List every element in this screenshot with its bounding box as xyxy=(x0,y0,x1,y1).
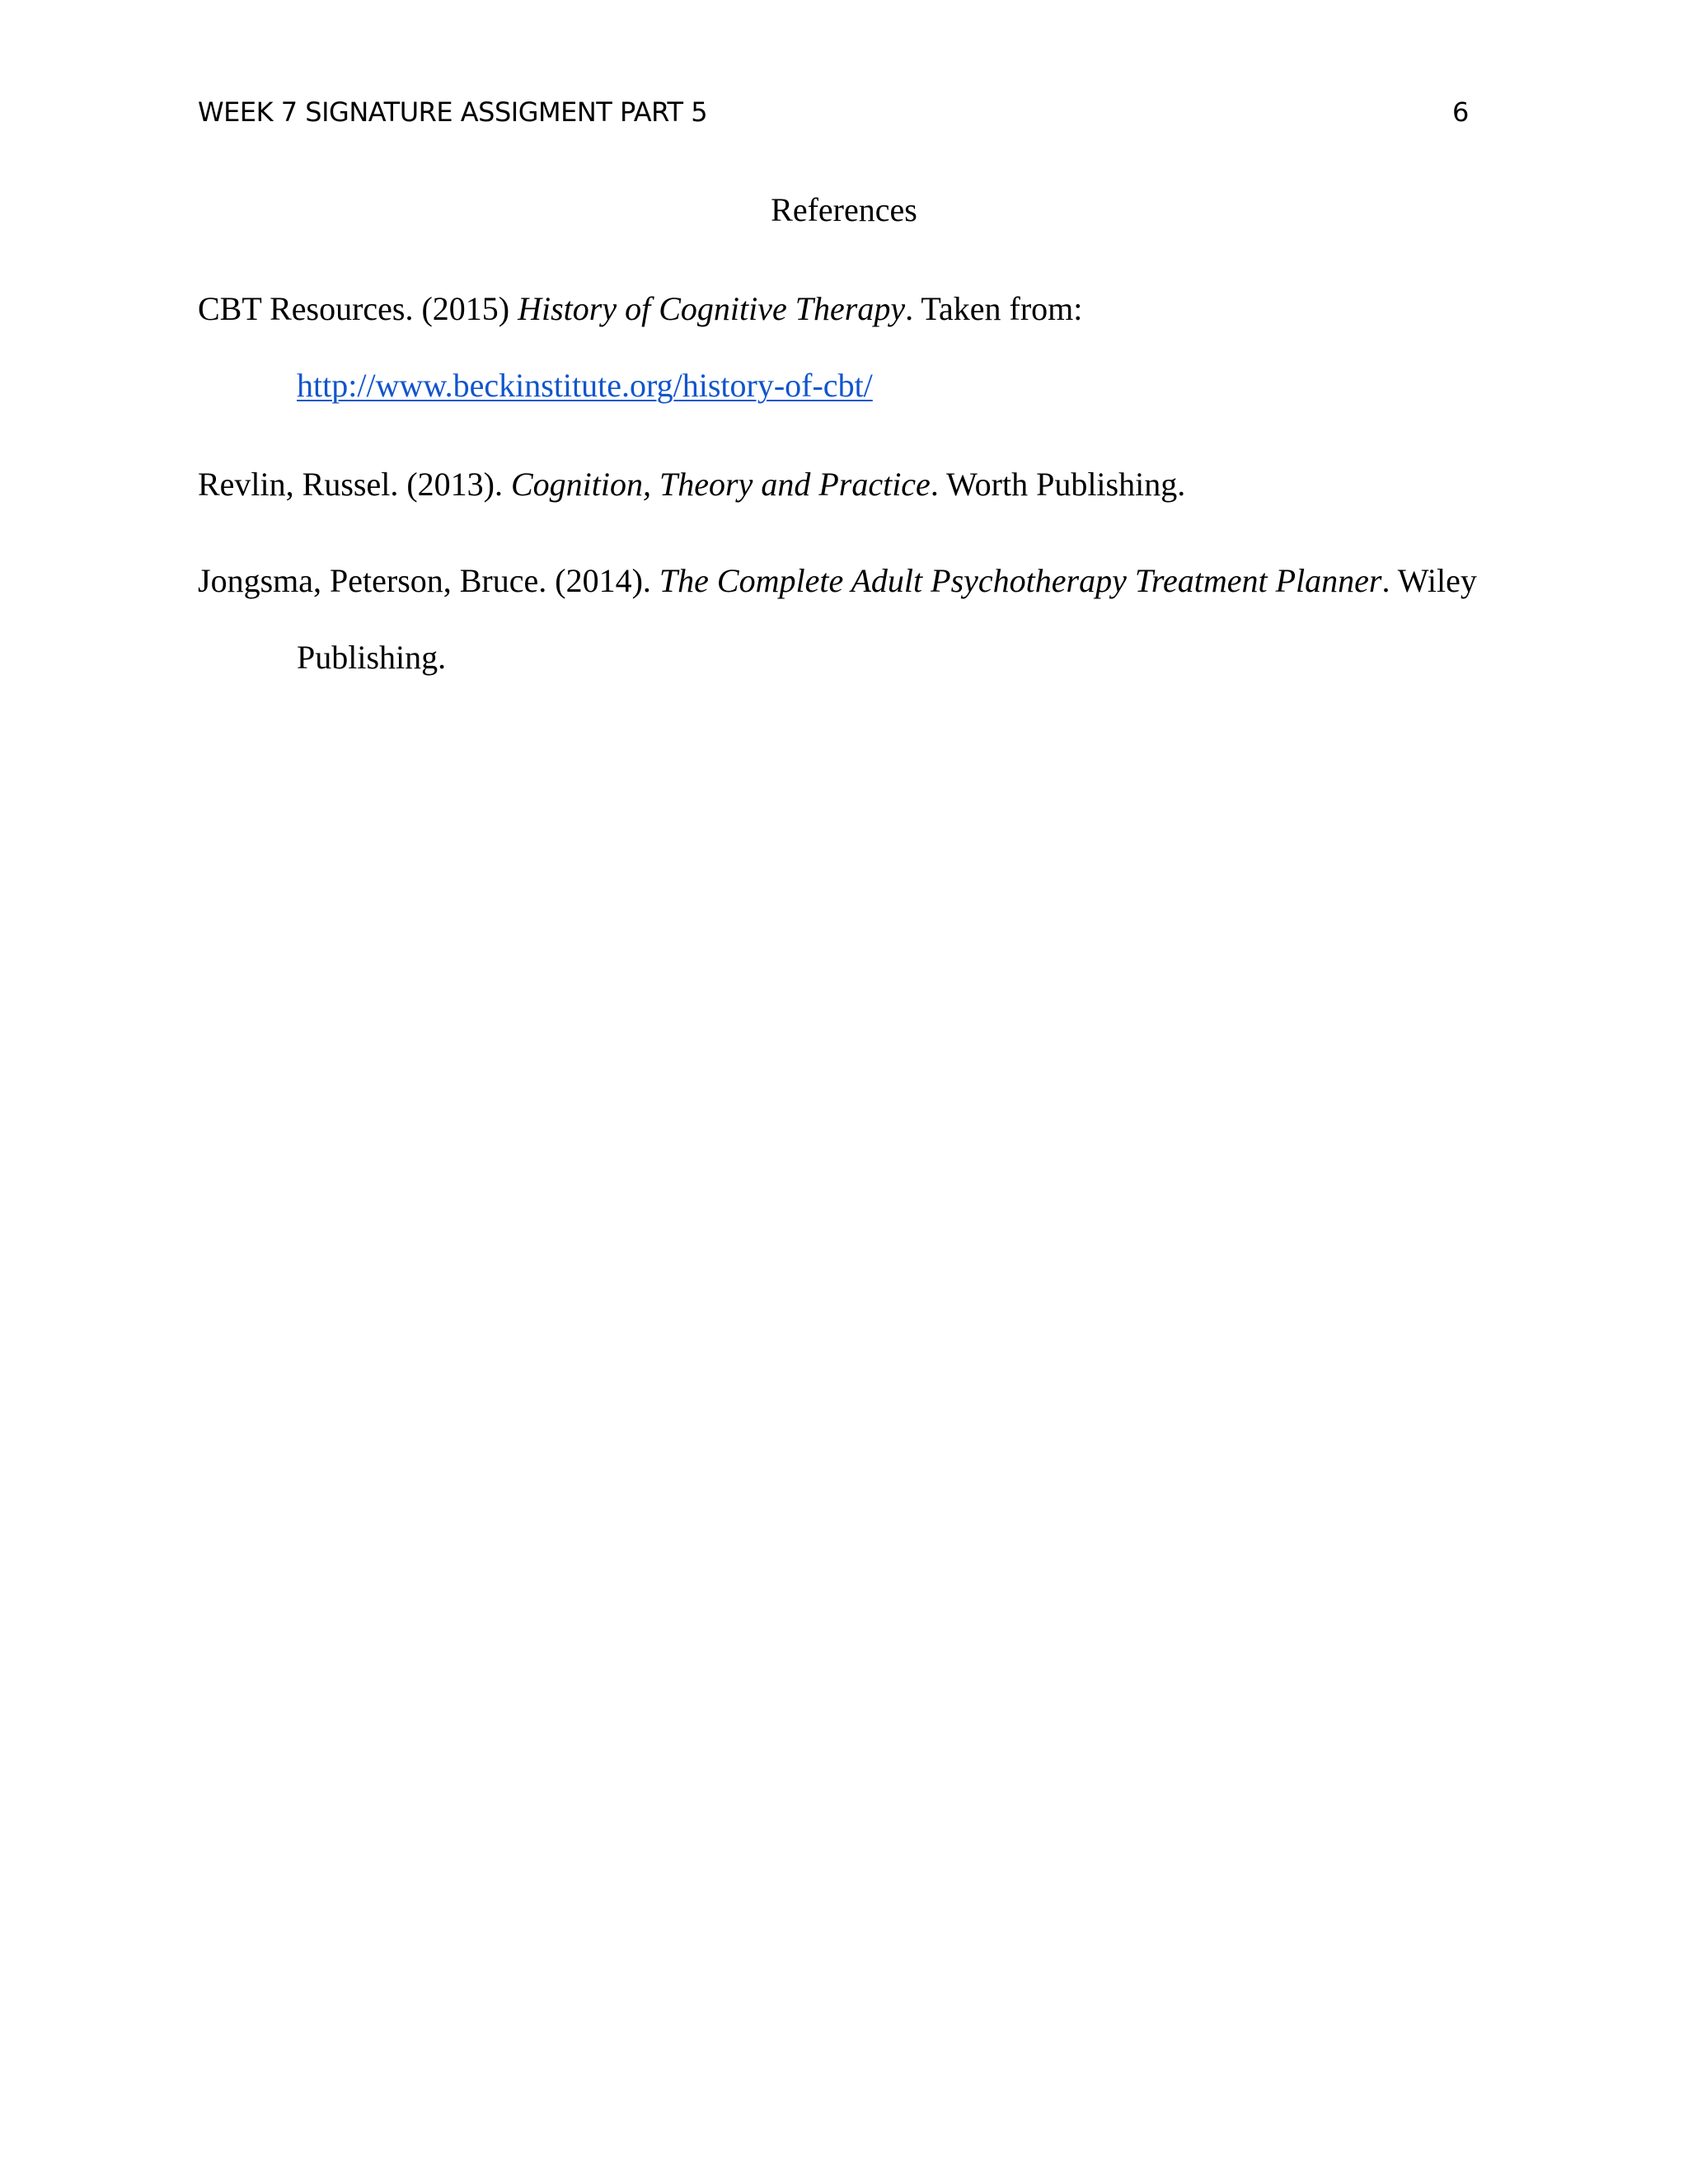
reference-publisher: . Taken from: xyxy=(905,290,1083,327)
reference-publisher: . Worth Publishing. xyxy=(930,466,1186,503)
reference-url-link[interactable]: http://www.beckinstitute.org/history-of-cbt/ xyxy=(297,367,873,404)
reference-title: The Complete Adult Psychotherapy Treatment Planner xyxy=(659,562,1382,599)
reference-publisher: . Wiley xyxy=(1381,562,1477,599)
reference-entry-1 xyxy=(198,289,1082,328)
reference-author-year: Revlin, Russel. (2013). xyxy=(198,466,511,503)
reference-entry-1-continuation xyxy=(297,366,873,405)
page-number: 6 xyxy=(1452,96,1470,128)
reference-title: Cognition, Theory and Practice xyxy=(510,466,931,503)
reference-publisher-continuation: Publishing. xyxy=(297,639,447,676)
reference-author-year: Jongsma, Peterson, Bruce. (2014). xyxy=(198,562,659,599)
reference-entry-2 xyxy=(198,465,1185,504)
references-heading: References xyxy=(771,191,917,228)
reference-author-year: CBT Resources. (2015) xyxy=(198,290,518,327)
reference-entry-3-continuation xyxy=(297,638,446,677)
reference-entry-3 xyxy=(198,561,1477,600)
reference-title: History of Cognitive Therapy xyxy=(518,290,906,327)
running-head: WEEK 7 SIGNATURE ASSIGMENT PART 5 xyxy=(198,96,708,128)
